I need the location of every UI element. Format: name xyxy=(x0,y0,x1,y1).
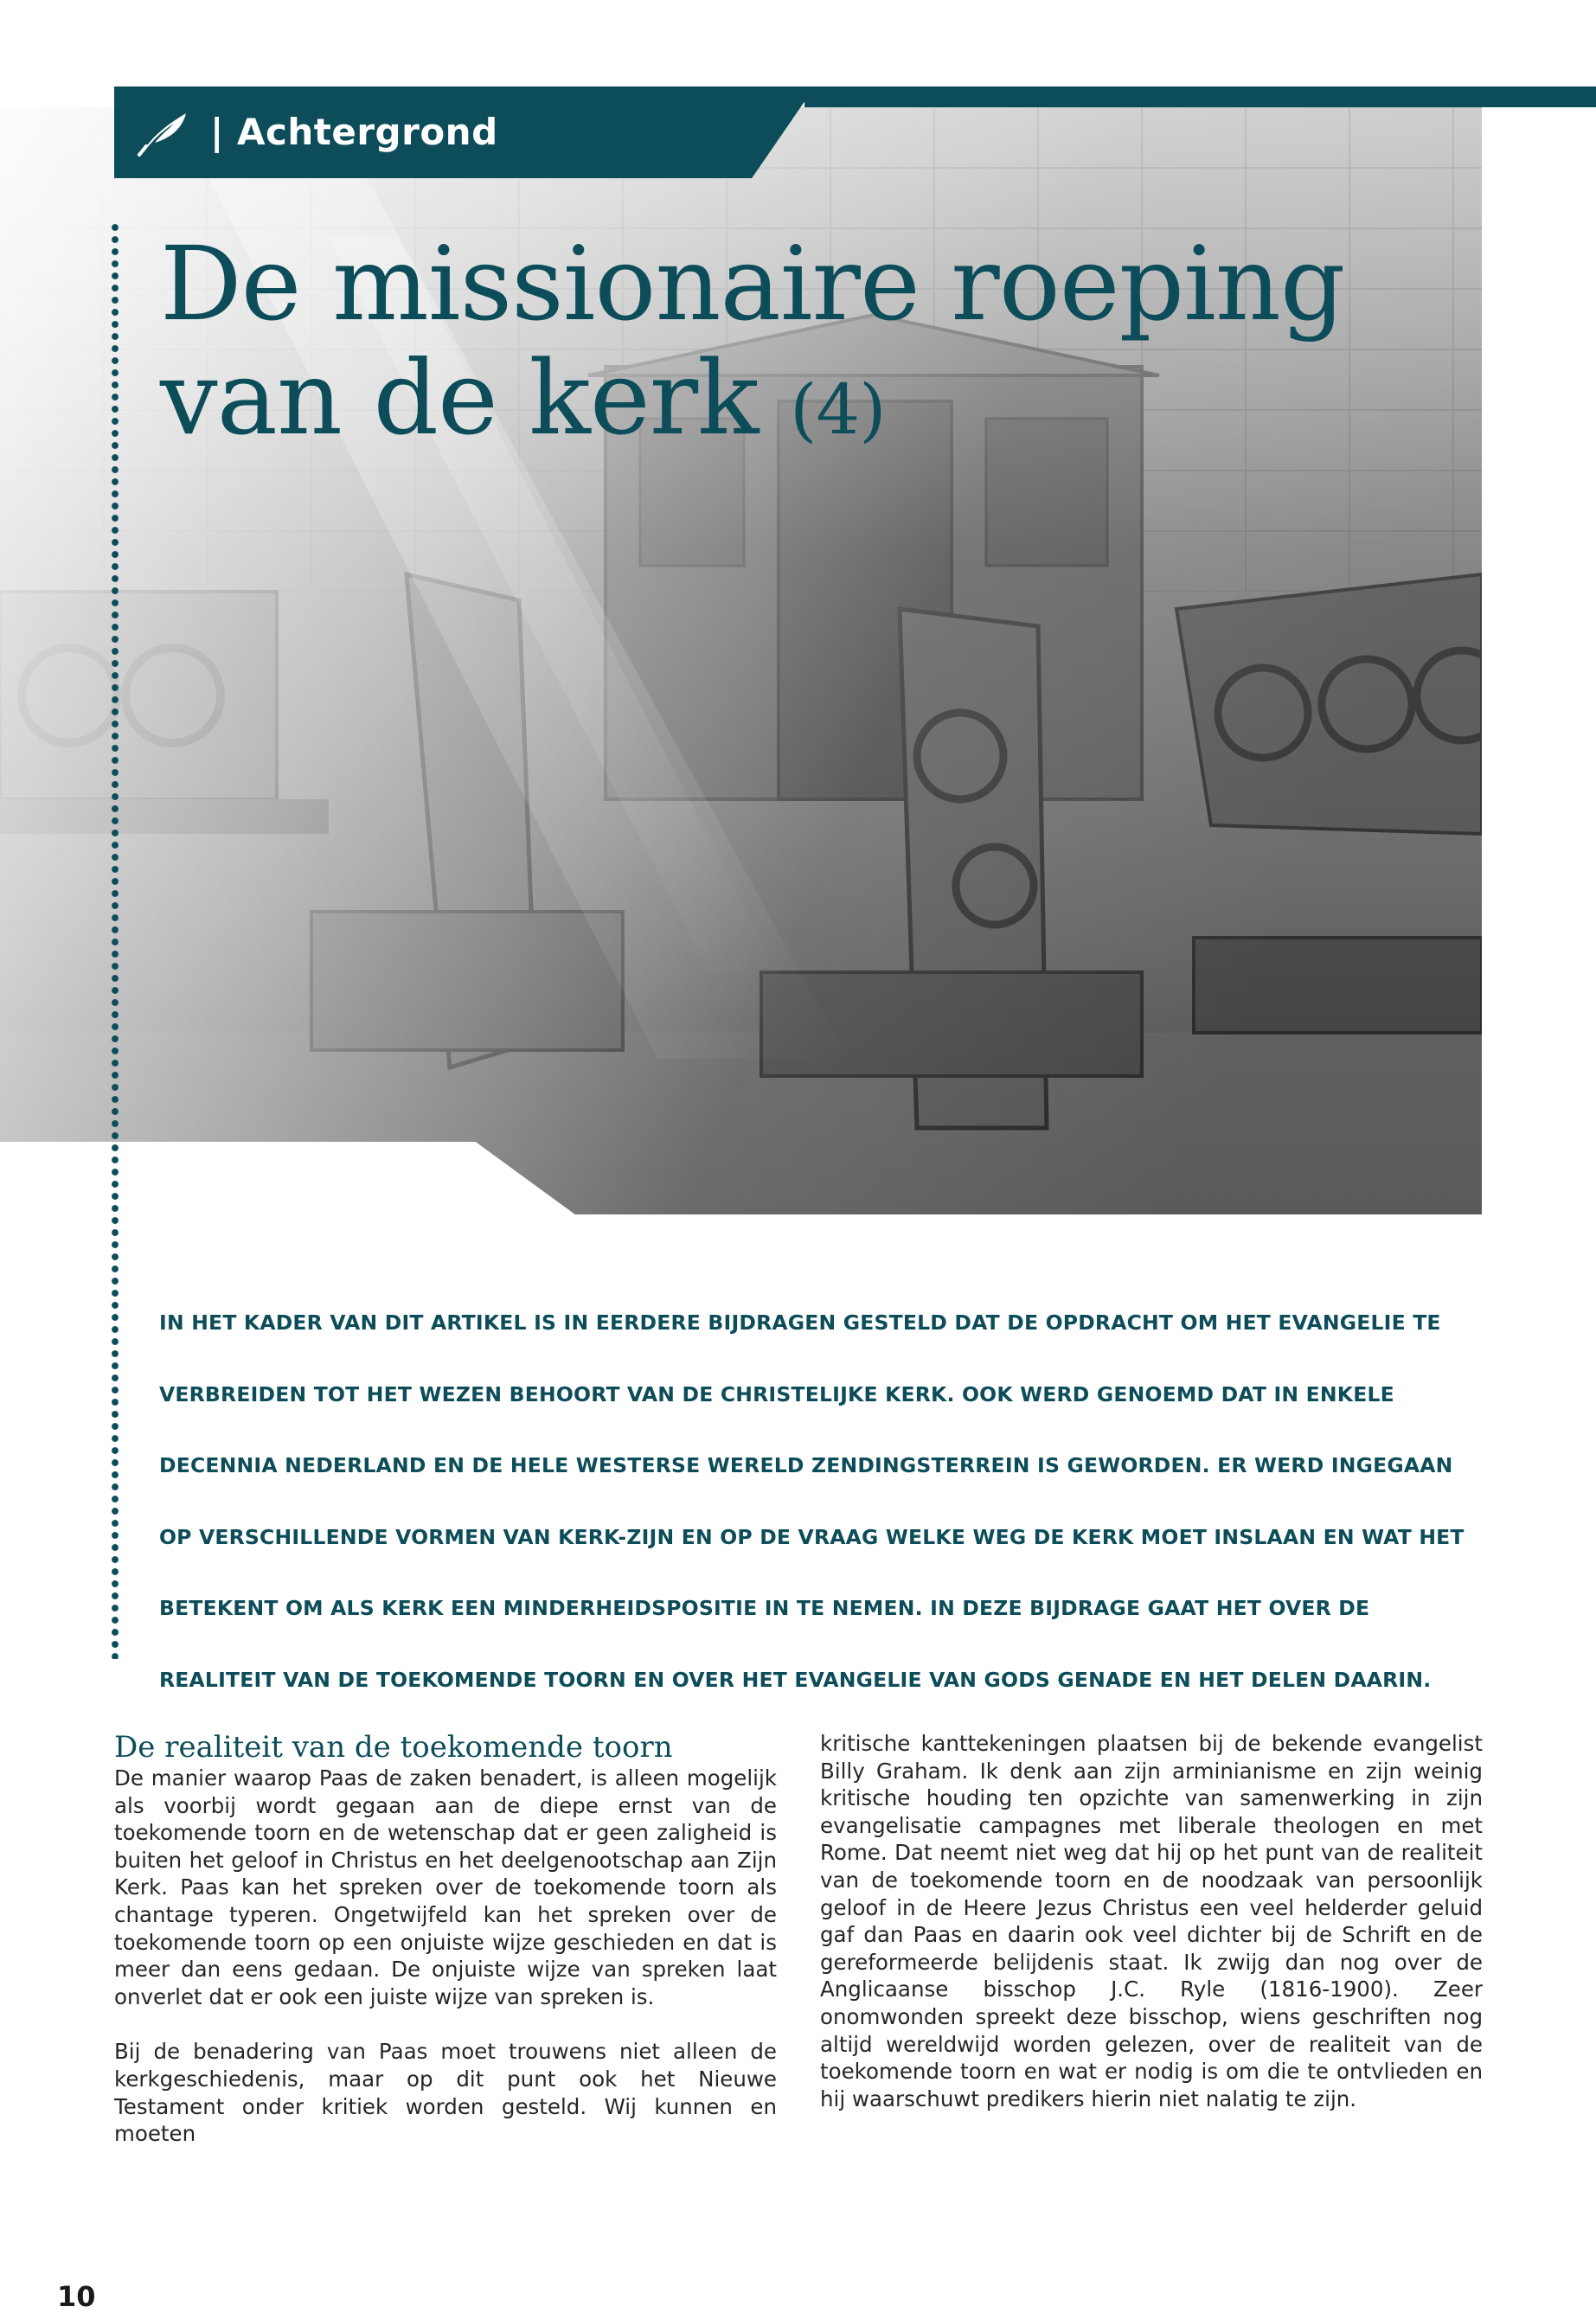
paragraph: Bij de benadering van Paas moet trouwens niet alleen de kerkgeschiedenis, maar op dit punt ook het Nieuwe Testament onder kritiek worden gesteld. Wij kunnen en moeten xyxy=(114,2039,777,2147)
title-line-1: De missionaire roeping xyxy=(160,224,1345,343)
paragraph: De manier waarop Paas de zaken benadert, is alleen mogelijk als voorbij wordt gegaan aan de diepe ernst van de toekomende toorn en de wetenschap dat er geen zaligheid is buiten het geloof in Christus en het deelgenootschap aan Zijn Kerk. Paas kan het spreken over de toekomende toorn als chantage typeren. Ongetwijfeld kan het spreken over de toekomende toorn op een onjuiste wijze geschieden en dat is meer dan eens gedaan. De onjuiste wijze van spreken laat onverlet dat er ook een juiste wijze van spreken is. xyxy=(114,1765,777,2009)
intro-lead: IN HET KADER VAN DIT ARTIKEL IS IN EERDERE BIJDRAGEN GESTELD DAT DE OPDRACHT OM HET EVANGELIE TE VERBREIDEN TOT HET WEZEN BEHOORT VAN DE CHRISTELIJKE KERK. OOK WERD GENOEMD DAT IN ENKELE DECENNIA NEDERLAND EN DE HELE WESTERSE WERELD ZENDINGSTERREIN IS GEWORDEN. ER WERD INGEGAAN OP VERSCHILLENDE VORMEN VAN KERK-ZIJN EN OP DE VRAAG WELKE WEG DE KERK MOET INSLAAN EN WAT HET BETEKENT OM ALS KERK EEN MINDERHEIDSPOSITIE IN TE NEMEN. IN DEZE BIJDRAGE GAAT HET OVER DE REALITEIT VAN DE TOEKOMENDE TOORN EN OVER HET EVANGELIE VAN GODS GENADE EN HET DELEN DAARIN. xyxy=(159,1310,1465,1692)
header-top-bar xyxy=(804,86,1596,107)
title-line-2: van de kerk xyxy=(160,338,759,458)
body-column-left xyxy=(114,1730,777,2175)
article-title xyxy=(160,224,1458,467)
quill-icon xyxy=(134,108,195,157)
subheading: De realiteit van de toekomende toorn xyxy=(114,1730,673,1765)
paragraph: kritische kanttekeningen plaatsen bij de bekende evangelist Billy Graham. Ik denk aan zijn arminianisme en zijn weinig kritische houding ten opzichte van samenwerking in zijn evangelisatie campagnes met liberale theologen en met Rome. Dat neemt niet weg dat hij op het punt van de realiteit van de toekomende toorn en de noodzaak van persoonlijk geloof in de Heere Jezus Christus een veel helderder geluid gaf dan Paas en daarin ook veel dichter bij de Schrift en de gereformeerde belijdenis staat. Ik zwijg dan nog over de Anglicaanse bisschop J.C. Ryle (1816-1900). Zeer onomwonden spreekt deze bisschop, wiens geschriften nog altijd wereldwijd worden gelezen, over de realiteit van de toekomende toorn en wat er nodig is om die te ontvlieden en hij waarschuwt predikers hierin niet nalatig te zijn. xyxy=(820,1731,1483,2111)
page-number: 10 xyxy=(57,2280,96,2313)
title-part-number: (4) xyxy=(790,369,886,450)
body-column-right xyxy=(820,1730,1483,2140)
dotted-rule xyxy=(111,221,119,1659)
section-label: | Achtergrond xyxy=(210,111,498,153)
